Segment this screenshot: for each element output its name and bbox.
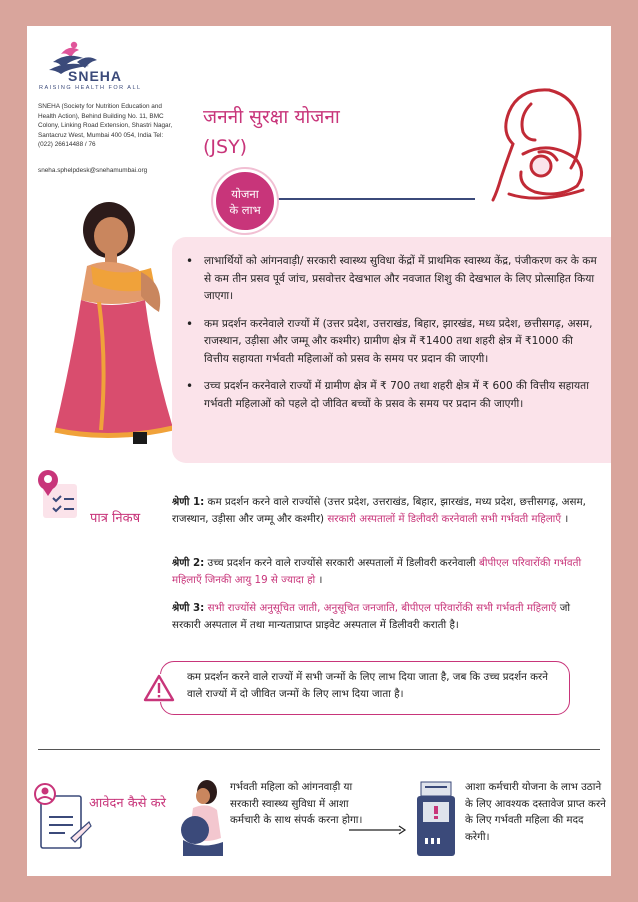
mother-baby-illustration — [479, 82, 603, 206]
apply-step-2: आशा कर्मचारी योजना के लाभ उठाने के लिए आवश्यक दस्तावेज प्राप्त करने के लिए गर्भवती महिला की मदद करेगी। — [465, 781, 606, 843]
note-text: कम प्रदर्शन करने वाले राज्यों में सभी जन्मों के लिए लाभ दिया जाता है, जब कि उच्च प्रदर्शन करने वाले राज्यों में दो जीवित जन्मों के लिए लाभ दिया जाता है। — [187, 671, 548, 700]
checklist-location-icon — [33, 468, 81, 522]
badge-divider-line — [275, 198, 475, 200]
category-label: श्रेणी 3: — [172, 602, 205, 614]
pregnant-woman-icon — [177, 778, 229, 858]
eligibility-category-2 — [172, 555, 592, 589]
category-highlight: सरकारी अस्पतालों में डिलीवरी करनेवाली सभी गर्भवती महिलाएँ — [327, 513, 562, 525]
benefits-badge — [213, 169, 277, 233]
title-line2: (JSY) — [203, 136, 248, 158]
badge-line2: के लाभ — [229, 203, 261, 217]
org-address: SNEHA (Society for Nutrition Education and Health Action), Behind Building No. 11, BMC Colony, Linking Road Extension, Shastri Nagar, Santacruz West, Mumbai 400 054, India Tel: (022) 26614488 / 76 — [38, 103, 173, 149]
benefits-panel — [172, 237, 611, 463]
page — [27, 26, 611, 876]
category-highlight: बीपीएल परिवारोंकी गर्भवती महिलाएँ जिनकी आयु 19 से ज्यादा हो — [172, 557, 582, 586]
eligibility-category-1 — [172, 494, 592, 528]
note-box — [160, 661, 570, 715]
org-email[interactable]: sneha.sphelpdesk@snehamumbai.org — [38, 167, 148, 174]
apply-step-1: गर्भवती महिला को आंगनवाड़ी या सरकारी स्वास्थ्य सुविधा में आशा कर्मचारी के साथ संपर्क करना होगा। — [230, 781, 363, 826]
benefit-item: • लाभार्थियों को आंगनवाड़ी/ सरकारी स्वास्थ्य सुविधा केंद्रों में प्राथमिक स्वास्थ्य केंद्र, पंजीकरण कर के कम से कम तीन प्रसव पूर्व जांच, प्रसवोत्तर देखभाल और नवजात शिशु की देखभाल के लिए प्रोत्साहित किया जाएगा। — [180, 253, 598, 306]
arrow-right-icon — [349, 821, 407, 833]
apply-heading: आवेदन कैसे करे — [89, 796, 166, 811]
title-line1: जननी सुरक्षा योजना — [203, 106, 340, 128]
woman-saree-illustration — [41, 192, 181, 448]
category-after: । — [561, 513, 569, 525]
category-text: उच्च प्रदर्शन करने वाले राज्योंसे सरकारी अस्पतालों में डिलीवरी करनेवाली — [204, 557, 479, 569]
category-highlight: सभी राज्योंसे अनुसूचित जाती, अनुसूचित जनजाति, बीपीएल परिवारोंकी सभी गर्भवती महिलाएँ — [207, 602, 557, 614]
org-name: SNEHA — [68, 68, 123, 84]
org-tagline: RAISING HEALTH FOR ALL — [39, 85, 142, 91]
benefits-list — [180, 253, 598, 423]
eligibility-category-3 — [172, 600, 592, 634]
benefit-item: • उच्च प्रदर्शन करनेवाले राज्यों में ग्रामीण क्षेत्र में ₹ 700 तथा शहरी क्षेत्र में ₹ 600 की वित्तीय सहायता गर्भवती महिलाओं को पहले दो जीवित बच्चों के प्रसव के समय पर प्रदान की जाएगी। — [180, 378, 598, 413]
page-title — [203, 102, 340, 162]
category-label: श्रेणी 2: — [172, 557, 205, 569]
application-form-icon — [31, 782, 93, 854]
benefit-item: • कम प्रदर्शन करनेवाले राज्यों में (उत्तर प्रदेश, उत्तराखंड, बिहार, झारखंड, मध्य प्रदेश, छत्तीसगढ़, असम, राजस्थान, उड़ीसा और जम्मू और कश्मीर) ग्रामीण क्षेत्र में ₹1400 तथा शहरी क्षेत्र में ₹1000 की वित्तीय सहायता गर्भवती महिलाओं को प्रसव के समय पर प्रदान की जाएगी। — [180, 316, 598, 369]
section-divider — [38, 749, 600, 750]
category-label: श्रेणी 1: — [172, 496, 205, 508]
category-after: । — [315, 574, 323, 586]
category-text: कम प्रदर्शन करने वाले राज्योंसे (उत्तर प्रदेश, उत्तराखंड, बिहार, झारखंड, मध्य प्रदेश, छत्तीसगढ़, असम, राजस्थान, उड़ीसा और जम्मू और कश्मीर) — [172, 496, 586, 525]
eligibility-heading: पात्र निकष — [90, 511, 141, 526]
warning-icon — [143, 674, 175, 702]
document-box-icon — [415, 780, 461, 860]
badge-line1: योजना — [231, 187, 259, 201]
category-after: जो सरकारी अस्पताल में तथा मान्यताप्राप्त प्राइवेट अस्पताल में डिलीवरी कराती है। — [172, 602, 571, 631]
